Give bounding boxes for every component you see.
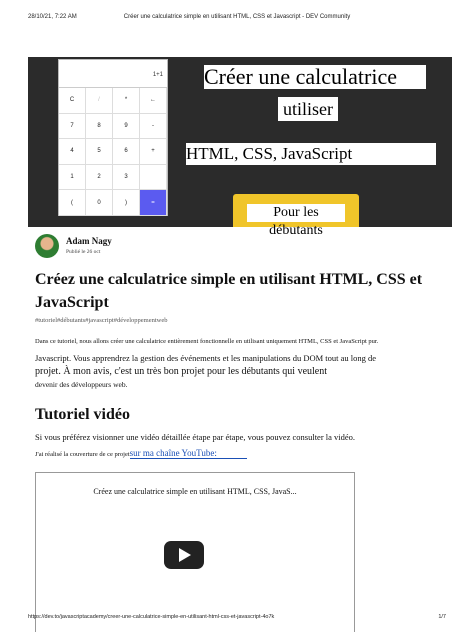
calculator-key: * <box>113 88 140 114</box>
banner-title-line2: utiliser <box>278 97 338 121</box>
calculator-image <box>58 59 168 216</box>
calculator-key <box>140 165 167 191</box>
calculator-key: ) <box>113 190 140 216</box>
calculator-key: 0 <box>86 190 113 216</box>
author-name[interactable]: Adam Nagy <box>66 236 112 246</box>
calculator-key: 5 <box>86 139 113 165</box>
calculator-display: 1+1 <box>59 60 167 88</box>
print-date: 28/10/21, 7:22 AM <box>28 14 77 20</box>
calculator-key: - <box>140 114 167 140</box>
print-page-number: 1/7 <box>438 614 446 620</box>
youtube-text: J'ai réalisé la couverture de ce projet <box>35 451 130 458</box>
description-line1: Javascript. Vous apprendrez la gestion des événements et les manipulations du DOM tout au long de <box>35 353 377 363</box>
calculator-key: C <box>59 88 86 114</box>
calculator-key: 8 <box>86 114 113 140</box>
description-line2: projet. À mon avis, c'est un très bon projet pour les débutants qui veulent <box>35 366 328 377</box>
description-paragraph <box>35 352 415 391</box>
youtube-paragraph <box>35 448 247 458</box>
avatar[interactable] <box>35 234 59 258</box>
calculator-key: + <box>140 139 167 165</box>
calculator-key: / <box>86 88 113 114</box>
calculator-key: = <box>140 190 167 216</box>
intro-paragraph: Dans ce tutoriel, nous allons créer une calculatrice entièrement fonctionnelle en utilisant uniquement HTML, CSS et JavaScript pur. <box>35 338 379 345</box>
print-url: https://dev.to/javascriptacademy/creer-une-calculatrice-simple-en-utilisant-html-css-et-javascript-4o7k <box>28 614 275 620</box>
publish-date: Publié le 26 oct <box>66 249 101 255</box>
print-footer <box>28 614 446 624</box>
calculator-key: 9 <box>113 114 140 140</box>
calculator-key: 2 <box>86 165 113 191</box>
calculator-key: 4 <box>59 139 86 165</box>
article-tags[interactable]: #tutoriel#débutants#javascript#développementweb <box>35 317 168 324</box>
video-title[interactable]: Créez une calculatrice simple en utilisant HTML, CSS, JavaS... <box>93 487 297 496</box>
calculator-key: ( <box>59 190 86 216</box>
calculator-key: 1 <box>59 165 86 191</box>
beginners-badge: Pour les débutants <box>233 194 359 227</box>
article-title: Créez une calculatrice simple en utilisant HTML, CSS et JavaScript <box>35 271 423 311</box>
calculator-key: 3 <box>113 165 140 191</box>
calculator-key: ← <box>140 88 167 114</box>
calculator-key: 7 <box>59 114 86 140</box>
video-paragraph: Si vous préférez visionner une vidéo détaillée étape par étape, vous pouvez consulter la vidéo. <box>35 432 356 442</box>
banner-title-line1: Créer une calculatrice <box>204 65 426 89</box>
calculator-keypad <box>59 88 167 216</box>
print-title: Créer une calculatrice simple en utilisant HTML, CSS et Javascript - DEV Community <box>123 14 351 20</box>
play-icon[interactable] <box>164 541 204 569</box>
cover-banner <box>28 57 452 238</box>
calculator-key: 6 <box>113 139 140 165</box>
banner-title-line3: HTML, CSS, JavaScript <box>186 143 436 165</box>
description-line3: devenir des développeurs web. <box>35 380 128 389</box>
youtube-link[interactable]: sur ma chaîne YouTube: <box>130 448 247 459</box>
print-header <box>28 14 446 24</box>
video-heading: Tutoriel vidéo <box>35 406 130 423</box>
video-embed[interactable] <box>35 472 355 632</box>
